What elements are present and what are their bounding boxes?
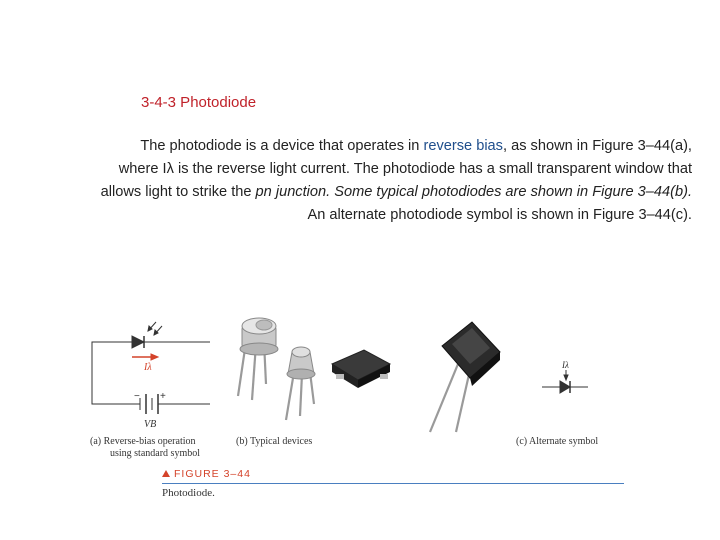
plus-label: + bbox=[160, 391, 166, 402]
caption-c: (c) Alternate symbol bbox=[516, 436, 599, 447]
paragraph-line-2: where Iλ is the reverse light current. The photodiode has a small transparent window that bbox=[118, 161, 692, 177]
diode-triangle bbox=[132, 336, 144, 348]
line-1-text-a: The photodiode is a device that operates in bbox=[140, 138, 424, 154]
paragraph-line-3 bbox=[14, 181, 692, 204]
typical-devices bbox=[238, 318, 500, 432]
caption-a-line-2: using standard symbol bbox=[110, 448, 200, 459]
figure-triangle-marker bbox=[162, 470, 170, 477]
paragraph-line-1 bbox=[14, 135, 692, 158]
line-3-italic: pn junction. Some typical photodiodes are shown in Figure 3–44(b). bbox=[255, 184, 692, 200]
circuit-wire-left bbox=[92, 342, 140, 404]
photodiode-figure bbox=[88, 312, 628, 512]
smd-package bbox=[332, 350, 390, 388]
minus-label: − bbox=[134, 391, 140, 402]
section-heading: 3-4-3 Photodiode bbox=[141, 94, 257, 111]
line-3-text-a: allows light to strike the bbox=[100, 184, 256, 200]
body-paragraph bbox=[14, 135, 692, 227]
figure-drawing bbox=[88, 312, 628, 512]
alt-current-label: Iλ bbox=[562, 360, 569, 370]
large-window-device bbox=[430, 322, 500, 432]
current-label: Iλ bbox=[144, 362, 152, 373]
paragraph-line-4: An alternate photodiode symbol is shown in Figure 3–44(c). bbox=[307, 207, 692, 223]
figure-title: Photodiode. bbox=[162, 487, 215, 499]
alt-light-arrowhead bbox=[564, 375, 568, 380]
vbias-label: VB bbox=[144, 419, 157, 430]
caption-a-line-1: (a) Reverse-bias operation bbox=[90, 436, 196, 447]
reverse-bias-highlight: reverse bias bbox=[423, 138, 503, 154]
alternate-symbol bbox=[542, 370, 588, 393]
line-1-text-b: , as shown in Figure 3–44(a), bbox=[502, 138, 692, 154]
figure-number: FIGURE 3–44 bbox=[174, 468, 251, 480]
metal-can-device-1 bbox=[238, 318, 278, 400]
caption-b: (b) Typical devices bbox=[236, 436, 313, 447]
metal-can-device-2 bbox=[286, 347, 315, 420]
current-arrowhead bbox=[151, 354, 158, 360]
figure-rule bbox=[162, 483, 624, 484]
alt-diode-triangle bbox=[560, 381, 570, 393]
